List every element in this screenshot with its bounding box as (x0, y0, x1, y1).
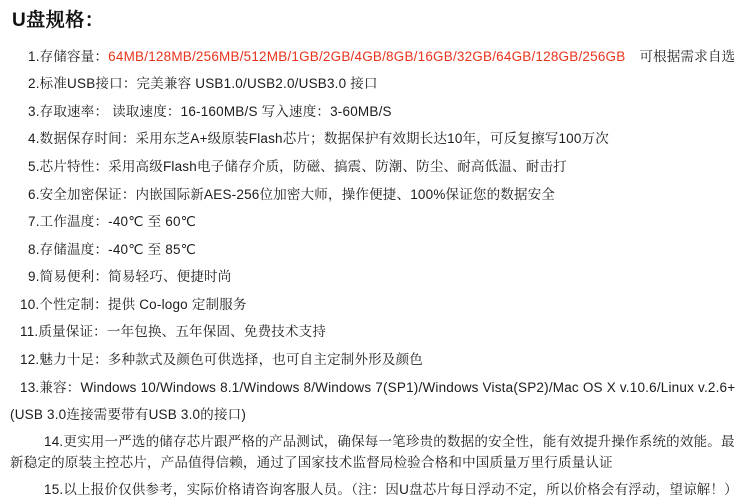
spec-item-usb-interface (10, 70, 740, 98)
spec-text-operating-temp: 7.工作温度：-40℃ 至 60℃ (28, 214, 197, 230)
spec-text-usb-interface: 2.标准USB接口：完美兼容 USB1.0/USB2.0/USB3.0 接口 (28, 76, 378, 92)
spec-item-encryption (10, 181, 740, 209)
page-title: U盘规格： (12, 10, 105, 31)
spec-text-compatibility: 13.兼容：Windows 10/Windows 8.1/Windows 8/Windows 7(SP1)/Windows Vista(SP2)/Mac OS X v.10.6/Linux v.2.6+ (20, 379, 736, 395)
spec-text-charm: 12.魅力十足：多种款式及颜色可供选择，也可自主定制外形及颜色 (20, 351, 423, 367)
spec-note-capacity: 可根据需求自选 (639, 48, 736, 64)
spec-item-speed (10, 98, 740, 126)
spec-text-chip-feature: 5.芯片特性：采用高级Flash电子储存介质，防磁、搞震、防潮、防尘、耐高低温、耐击打 (28, 159, 567, 175)
spec-text-quality-warranty: 11.质量保证：一年包换、五年保固、免费技术支持 (20, 324, 327, 340)
spec-value-capacity: 64MB/128MB/256MB/512MB/1GB/2GB/4GB/8GB/16GB/32GB/64GB/128GB/256GB (108, 48, 626, 64)
spec-item-data-retention (10, 125, 740, 153)
spec-item-operating-temp (10, 208, 740, 236)
spec-item-quality-warranty (10, 318, 740, 346)
spec-text-storage-temp: 8.存储温度：-40℃ 至 85℃ (28, 241, 197, 257)
spec-text-data-retention: 4.数据保存时间：采用东芝A+级原装Flash芯片；数据保护有效期长达10年，可反复擦写100万次 (28, 131, 609, 147)
spec-item-customization (10, 291, 740, 319)
spec-text-compat-note: (USB 3.0连接需要带有USB 3.0的接口) (10, 407, 247, 423)
spec-item-charm (10, 346, 740, 374)
spec-item-compatibility (10, 374, 740, 402)
paragraph-15: 15.以上报价仅供参考，实际价格请咨询客服人员。（注：因U盘芯片每日浮动不定，所以价格会有浮动，望谅解！） (44, 481, 738, 497)
spec-item-convenience (10, 263, 740, 291)
spec-text-customization: 10.个性定制：提供 Co-logo 定制服务 (20, 296, 247, 312)
paragraph-14: 14.更实用一严选的储存芯片跟严格的产品测试，确保每一笔珍贵的数据的安全性，能有效提升操作系统的效能。最新稳定的原装主控芯片，产品值得信赖，通过了国家技术监督局检验合格和中国质量万里行质量认证 (10, 433, 735, 470)
spec-text-speed: 3.存取速率： 读取速度：16-160MB/S 写入速度：3-60MB/S (28, 103, 392, 119)
spec-item-chip-feature (10, 153, 740, 181)
spec-text-encryption: 6.安全加密保证：内嵌国际新AES-256位加密大师，操作便捷、100%保证您的数据安全 (28, 186, 556, 202)
spec-item-capacity (10, 43, 740, 71)
spec-text-convenience: 9.简易便利：简易轻巧、便捷时尚 (28, 269, 232, 285)
spec-label-capacity: 1.存储容量： (28, 48, 109, 64)
spec-list (10, 43, 740, 429)
spec-item-storage-temp (10, 236, 740, 264)
spec-item-compat-note (10, 401, 740, 429)
